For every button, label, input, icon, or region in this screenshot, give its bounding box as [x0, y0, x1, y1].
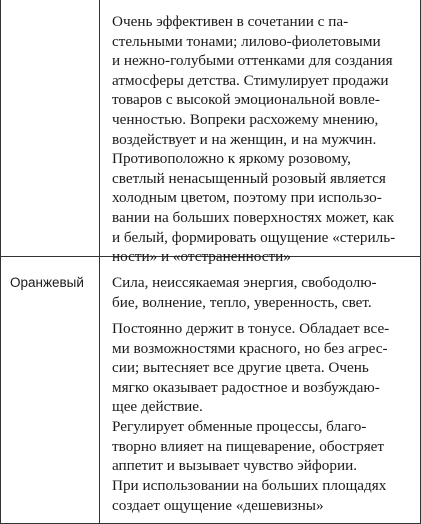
orange-paragraph-3 — [112, 476, 412, 515]
text-line: Сила, неиссякаемая энергия, свободолю- — [112, 274, 377, 291]
table-border-left — [0, 0, 1, 524]
text-line: светлый ненасыщенный розовый является — [112, 169, 386, 187]
text-line: щее действие. — [112, 398, 203, 416]
text-line: товаров с высокой эмоциональной вовле- — [112, 91, 380, 109]
pink-description-cell — [112, 12, 412, 267]
text-line: Очень эффективен в сочетании с па- — [112, 13, 349, 30]
text-line: мягко оказывает радостное и возбуждаю- — [112, 378, 380, 396]
table-column-divider — [99, 0, 100, 524]
color-name-orange: Оранжевый — [10, 275, 84, 290]
text-line: При использовании на больших площадях — [112, 477, 387, 494]
text-line: Противоположно к яркому розовому, — [112, 150, 351, 168]
orange-paragraph-2 — [112, 319, 412, 476]
text-line: создает ощущение «дешевизны» — [112, 496, 324, 514]
text-line: ности» и «отстраненности» — [112, 248, 291, 266]
text-line: аппетит и вызывает чувство эйфории. — [112, 457, 358, 475]
text-line: сии; вытесняет все другие цвета. Очень — [112, 359, 369, 377]
text-line: ченностью. Вопреки расхожему мнению, — [112, 110, 379, 128]
text-line: творно влияет на пищеварение, обостряет — [112, 437, 385, 455]
text-line: Постоянно держит в тонусе. Обладает все- — [112, 320, 390, 337]
text-line: и нежно-голубыми оттенками для создания — [112, 52, 393, 70]
text-line: холодным цветом, поэтому при использо- — [112, 189, 382, 207]
orange-paragraph-1 — [112, 273, 412, 312]
text-line: ми возможностями красного, но без агрес- — [112, 339, 388, 357]
text-line: Регулирует обменные процессы, благо- — [112, 417, 367, 435]
text-line: и белый, формировать ощущение «стериль- — [112, 228, 396, 246]
text-line: стельными тонами; лилово-фиолетовыми — [112, 32, 381, 50]
text-line: вании на больших поверхностях может, как — [112, 208, 394, 226]
text-line: атмосферы детства. Стимулирует продажи — [112, 71, 389, 89]
text-line: воздействует и на женщин, и на мужчин. — [112, 130, 377, 148]
text-line: бие, волнение, тепло, уверенность, свет. — [112, 293, 372, 311]
